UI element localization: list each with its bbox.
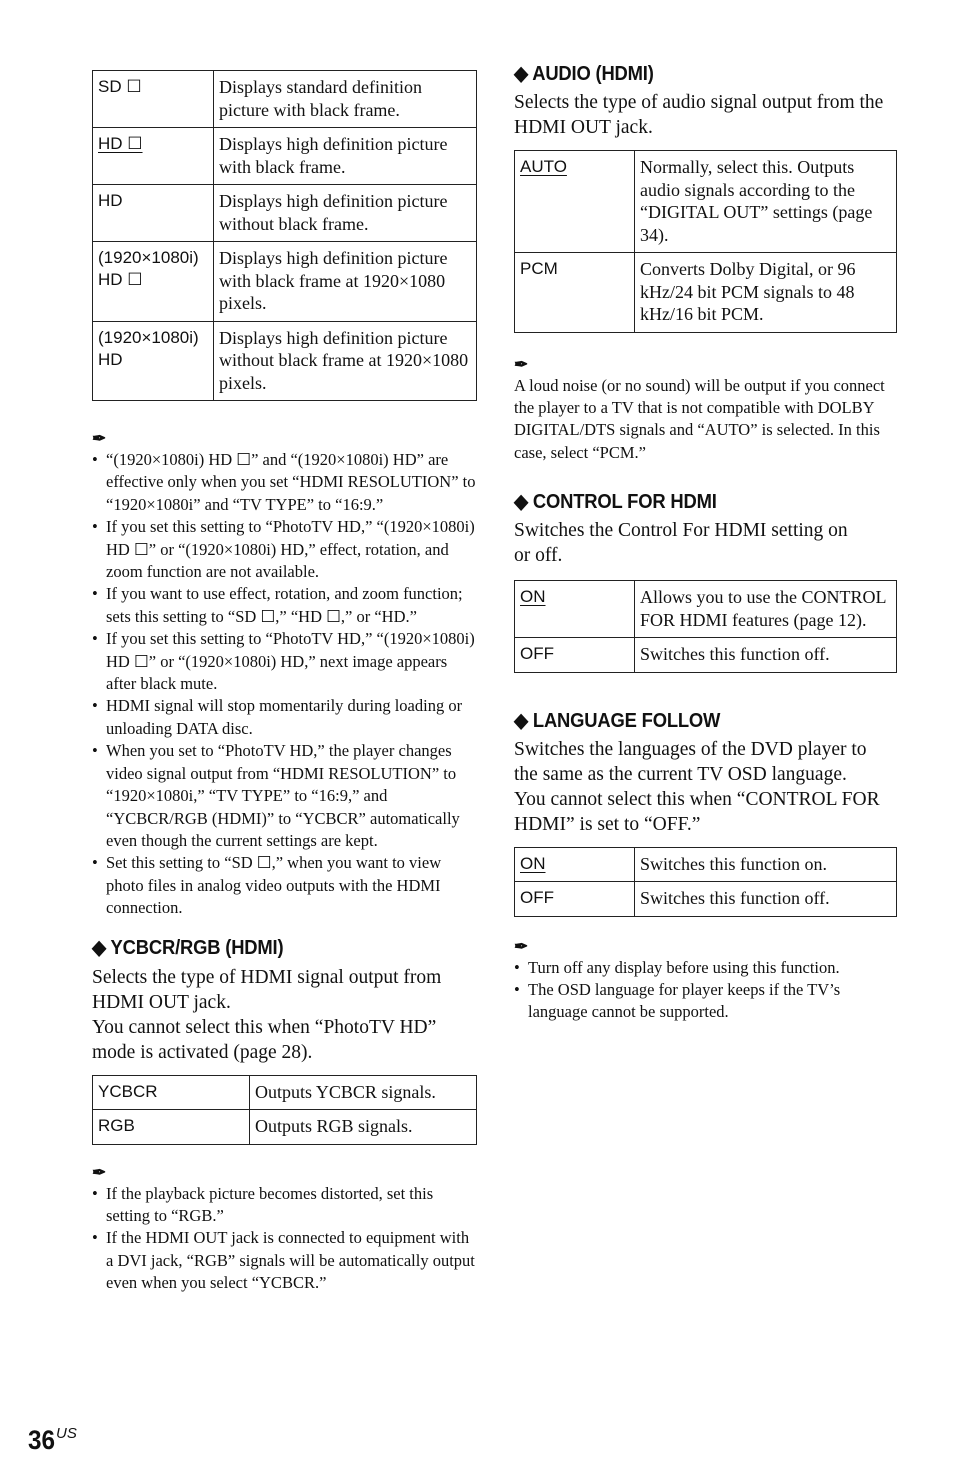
control-row-description: Allows you to use the CONTROL FOR HDMI features (page 12). [635, 581, 897, 638]
language-table [514, 847, 897, 917]
option-label: RGB [98, 1116, 135, 1136]
language-row-key [515, 847, 635, 882]
audio-row [515, 253, 897, 333]
page-number-value: 36 [28, 1425, 56, 1455]
note-item: • If you want to use effect, rotation, and zoom function; sets this setting to “SD ☐,” “HD ☐,” or “HD.” [92, 583, 477, 628]
control-row-description: Switches this function off. [635, 638, 897, 673]
audio-row-description: Converts Dolby Digital, or 96 kHz/24 bit PCM signals to 48 kHz/16 bit PCM. [635, 253, 897, 333]
language-row-key [515, 882, 635, 917]
option-label: YCBCR [98, 1081, 158, 1101]
option-label: SD ☐ [98, 77, 142, 96]
control-row [515, 581, 897, 638]
note-item: • Turn off any display before using this function. [514, 957, 897, 979]
resolution-row-description: Displays high definition picture without black frame. [214, 185, 477, 242]
resolution-row-description: Displays high definition picture with black frame. [214, 128, 477, 185]
resolution-row [93, 185, 477, 242]
language-restriction: You cannot select this when “CONTROL FOR HDMI” is set to “OFF.” [514, 788, 880, 835]
control-table [514, 580, 897, 673]
note-icon: ✒ [514, 354, 529, 374]
note-item: • If the HDMI OUT jack is connected to equipment with a DVI jack, “RGB” signals will be automatically output even when you select “YCBCR.” [92, 1227, 477, 1294]
option-label: HD [98, 191, 123, 210]
audio-description: Selects the type of audio signal output from the HDMI OUT jack. [514, 92, 884, 138]
resolution-row-description: Displays standard definition picture with black frame. [214, 71, 477, 128]
control-row-key [515, 581, 635, 638]
resolution-row-description: Displays high definition picture without black frame at 1920×1080 pixels. [214, 321, 477, 401]
resolution-row [93, 321, 477, 401]
option-label: HD ☐ [98, 134, 143, 153]
option-label: ON [520, 587, 546, 607]
note-item: • Set this setting to “SD ☐,” when you want to view photo files in analog video outputs with the HDMI connection. [92, 852, 477, 919]
language-notes [514, 957, 897, 1024]
resolution-row-key [93, 71, 214, 128]
audio-table [514, 150, 897, 333]
language-heading: ◆ LANGUAGE FOLLOW [514, 709, 721, 732]
option-label: AUTO [520, 157, 567, 176]
option-label: (1920×1080i) HD ☐ [98, 248, 199, 289]
note-icon: ✒ [92, 429, 107, 448]
option-label: OFF [520, 644, 554, 664]
resolution-row-key [93, 128, 214, 185]
note-icon: ✒ [514, 936, 529, 956]
resolution-notes [92, 449, 477, 920]
language-row-description: Switches this function on. [635, 847, 897, 882]
ycbcr-description: Selects the type of HDMI signal output from HDMI OUT jack. [92, 966, 442, 1013]
ycbcr-notes [92, 1183, 477, 1295]
resolution-row [93, 242, 477, 322]
note-item: • HDMI signal will stop momentarily during loading or unloading DATA disc. [92, 695, 477, 740]
option-label: PCM [520, 259, 558, 278]
note-item: • The OSD language for player keeps if the TV’s language cannot be supported. [514, 979, 897, 1024]
resolution-row-key [93, 321, 214, 401]
audio-row-description: Normally, select this. Outputs audio signals according to the “DIGITAL OUT” settings (page 34). [635, 151, 897, 253]
control-heading: ◆ CONTROL FOR HDMI [514, 491, 717, 514]
ycbcr-restriction: You cannot select this when “PhotoTV HD” mode is activated (page 28). [92, 1016, 437, 1063]
resolution-row [93, 71, 477, 128]
note-item: • “(1920×1080i) HD ☐” and “(1920×1080i) HD” are effective only when you set “HDMI RESOLUTION” to “1920×1080i” and “TV TYPE” to “16:9.” [92, 449, 477, 516]
ycbcr-table [92, 1075, 477, 1145]
audio-row-key [515, 151, 635, 253]
language-row-description: Switches this function off. [635, 882, 897, 917]
audio-note: A loud noise (or no sound) will be output if you connect the player to a TV that is not compatible with DOLBY DIGITAL/DTS signals and “AUTO” is selected. In this case, select “PCM.” [514, 375, 885, 462]
ycbcr-row-description: Outputs YCBCR signals. [250, 1075, 477, 1110]
control-description: Switches the Control For HDMI setting on or off. [514, 520, 848, 567]
language-row [515, 847, 897, 882]
left-column [92, 70, 477, 1295]
option-label: OFF [520, 888, 554, 908]
right-column [514, 62, 897, 1024]
page-region: US [56, 1425, 77, 1442]
audio-heading: ◆ AUDIO (HDMI) [514, 63, 654, 85]
option-label: ON [520, 853, 546, 873]
resolution-row [93, 128, 477, 185]
ycbcr-heading: ◆ YCBCR/RGB (HDMI) [92, 936, 284, 959]
note-item: • If you set this setting to “PhotoTV HD,” “(1920×1080i) HD ☐” or “(1920×1080i) HD,” next image appears after black mute. [92, 628, 477, 695]
note-icon: ✒ [92, 1162, 107, 1182]
ycbcr-row [93, 1075, 477, 1110]
ycbcr-row-key [93, 1110, 250, 1145]
resolution-row-key [93, 242, 214, 322]
note-item: • When you set to “PhotoTV HD,” the player changes video signal output from “HDMI RESOLUTION” to “1920×1080i,” “TV TYPE” to “16:9,” and “YCBCR/RGB (HDMI)” to “YCBCR” automatically even though the current settings are kept. [92, 740, 477, 852]
resolution-table [92, 70, 477, 401]
control-row-key [515, 638, 635, 673]
note-item: • If you set this setting to “PhotoTV HD,” “(1920×1080i) HD ☐” or “(1920×1080i) HD,” effect, rotation, and zoom function are not available. [92, 516, 477, 583]
ycbcr-row [93, 1110, 477, 1145]
audio-row [515, 151, 897, 253]
option-label: (1920×1080i) HD [98, 327, 199, 369]
page-number [28, 1425, 77, 1456]
ycbcr-row-key [93, 1075, 250, 1110]
note-item: • If the playback picture becomes distorted, set this setting to “RGB.” [92, 1183, 477, 1228]
language-description: Switches the languages of the DVD player to the same as the current TV OSD language. [514, 738, 867, 785]
language-row [515, 882, 897, 917]
audio-row-key [515, 253, 635, 333]
control-row [515, 638, 897, 673]
resolution-row-description: Displays high definition picture with black frame at 1920×1080 pixels. [214, 242, 477, 322]
ycbcr-row-description: Outputs RGB signals. [250, 1110, 477, 1145]
resolution-row-key [93, 185, 214, 242]
